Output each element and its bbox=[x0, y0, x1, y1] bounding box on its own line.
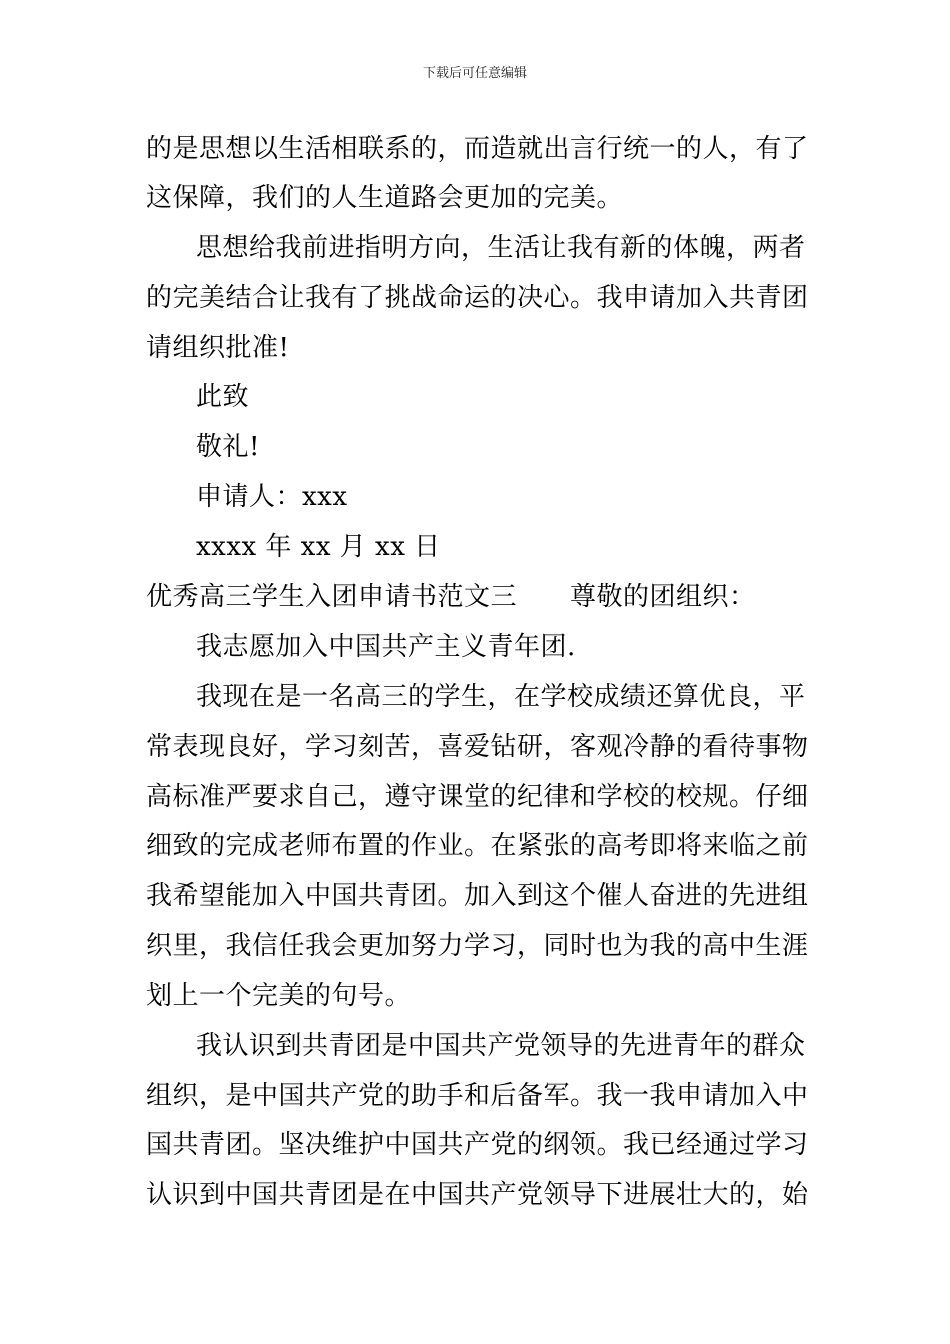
body-line-21: 国共青团。坚决维护中国共产党的纲领。我已经通过学习 bbox=[146, 1130, 809, 1160]
section-title: 优秀高三学生入团申请书范文三 尊敬的团组织： bbox=[146, 582, 756, 612]
applicant-signature: 申请人：xxx bbox=[196, 482, 348, 512]
body-line-13: 常表现良好，学习刻苦，喜爱钻研，客观冷静的看待事物 bbox=[146, 732, 809, 762]
body-line-17: 织里，我信任我会更加努力学习，同时也为我的高中生涯 bbox=[146, 931, 809, 961]
body-line-16: 我希望能加入中国共青团。加入到这个催人奋进的先进组 bbox=[146, 881, 809, 911]
body-line-12: 我现在是一名高三的学生，在学校成绩还算优良，平 bbox=[196, 682, 806, 712]
body-line-11: 我志愿加入中国共产主义青年团. bbox=[196, 632, 576, 662]
body-line-4: 的完美结合让我有了挑战命运的决心。我申请加入共青团 bbox=[146, 283, 809, 313]
body-line-3: 思想给我前进指明方向，生活让我有新的体魄，两者 bbox=[196, 233, 806, 263]
body-line-20: 组织，是中国共产党的助手和后备军。我一我申请加入中 bbox=[146, 1081, 809, 1111]
body-line-1: 的是思想以生活相联系的，而造就出言行统一的人，有了 bbox=[146, 134, 809, 164]
body-line-5: 请组织批准! bbox=[146, 333, 290, 363]
body-line-15: 细致的完成老师布置的作业。在紧张的高考即将来临之前 bbox=[146, 831, 809, 861]
body-line-18: 划上一个完美的句号。 bbox=[146, 981, 412, 1011]
body-line-22: 认识到中国共青团是在中国共产党领导下进展壮大的，始 bbox=[146, 1180, 809, 1210]
closing-salutation: 此致 bbox=[196, 382, 250, 412]
application-date: xxxx 年 xx 月 xx 日 bbox=[196, 532, 441, 562]
closing-regards: 敬礼! bbox=[196, 432, 260, 462]
body-line-19: 我认识到共青团是中国共产党领导的先进青年的群众 bbox=[196, 1031, 806, 1061]
page-header: 下载后可任意编辑 bbox=[422, 66, 527, 81]
body-line-14: 高标准严要求自己，遵守课堂的纪律和学校的校规。仔细 bbox=[146, 782, 809, 812]
body-line-2: 这保障，我们的人生道路会更加的完美。 bbox=[146, 183, 624, 213]
